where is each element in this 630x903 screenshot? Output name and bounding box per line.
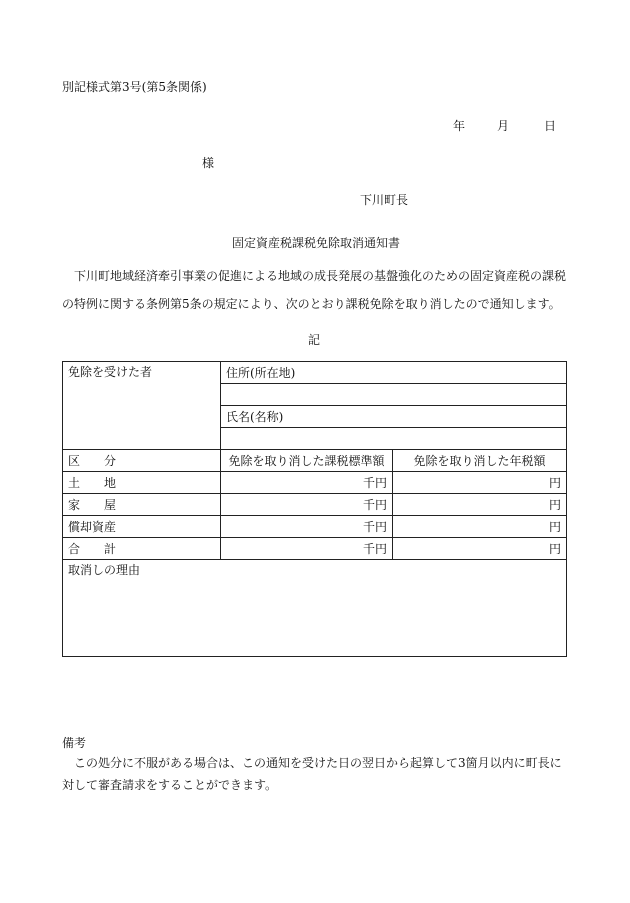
address-value	[221, 384, 567, 406]
row-label-1: 償却資産	[68, 519, 117, 534]
tax-amount-cell: 円	[393, 516, 567, 538]
address-label-row	[63, 362, 567, 384]
tax-amount-cell: 円	[393, 494, 567, 516]
exempted-person-label: 免除を受けた者	[63, 362, 221, 450]
row-label	[63, 472, 221, 494]
category-label-1: 区	[68, 453, 81, 468]
standard-amount-cell: 千円	[221, 516, 393, 538]
tax-amount-cell: 円	[393, 538, 567, 560]
notes-label: 備考	[62, 736, 87, 750]
table-row	[63, 472, 567, 494]
issuer: 下川町長	[360, 193, 409, 207]
category-header	[63, 450, 221, 472]
standard-amount-header: 免除を取り消した課税標準額	[221, 450, 393, 472]
row-label-1: 家	[68, 497, 81, 512]
row-label	[63, 538, 221, 560]
date-year-label: 年	[453, 119, 466, 133]
row-label	[63, 494, 221, 516]
document-title: 固定資産税課税免除取消通知書	[232, 236, 401, 250]
address-label: 住所(所在地)	[221, 362, 567, 384]
date-day-label: 日	[544, 119, 557, 133]
reason-row	[63, 560, 567, 657]
ki-heading: 記	[308, 333, 321, 347]
row-label-2: 屋	[104, 497, 117, 512]
column-header-row	[63, 450, 567, 472]
table-row	[63, 538, 567, 560]
row-label-2: 地	[104, 475, 117, 490]
name-label: 氏名(名称)	[221, 406, 567, 428]
row-label	[63, 516, 221, 538]
table-row	[63, 516, 567, 538]
tax-amount-header: 免除を取り消した年税額	[393, 450, 567, 472]
table-row	[63, 494, 567, 516]
revocation-table	[62, 361, 567, 657]
category-label-2: 分	[104, 453, 117, 468]
row-label-1: 合	[68, 541, 81, 556]
form-number: 別記様式第3号(第5条関係)	[62, 80, 207, 94]
body-text: 下川町地域経済牽引事業の促進による地域の成長発展の基盤強化のための固定資産税の課税の特例に関する条例第5条の規定により、次のとおり課税免除を取り消したので通知します。	[62, 269, 567, 311]
addressee-suffix: 様	[202, 156, 215, 170]
name-value	[221, 428, 567, 450]
notes-text: この処分に不服がある場合は、この通知を受けた日の翌日から起算して3箇月以内に町長に対して審査請求をすることができます。	[62, 756, 562, 792]
row-label-2: 計	[104, 541, 117, 556]
standard-amount-cell: 千円	[221, 494, 393, 516]
standard-amount-cell: 千円	[221, 472, 393, 494]
tax-amount-cell: 円	[393, 472, 567, 494]
date-month-label: 月	[497, 119, 510, 133]
standard-amount-cell: 千円	[221, 538, 393, 560]
row-label-1: 土	[68, 475, 81, 490]
reason-label: 取消しの理由	[63, 560, 567, 657]
